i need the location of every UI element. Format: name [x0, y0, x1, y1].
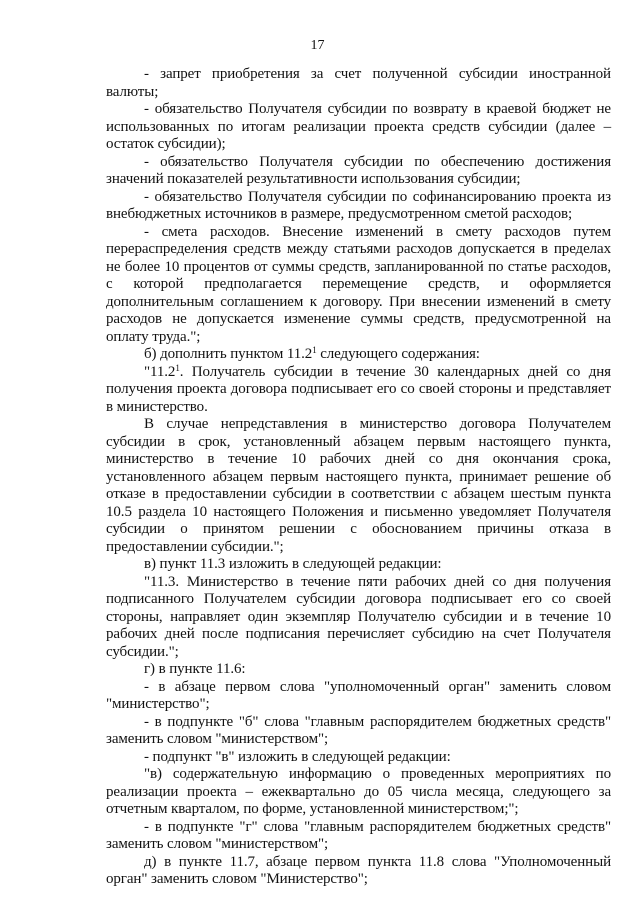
paragraph-text: следующего содержания: [316, 346, 480, 362]
paragraph-text: . Получатель субсидии в течение 30 календарных дней со дня получения проекта договора подписывает его со своей стороны и представляет в министерство. [106, 363, 611, 415]
paragraph: "11.3. Министерство в течение пяти рабочих дней со дня получения подписанного Получателем субсидии договора подписывает его со своей стороны, направляет один экземпляр Получателю субсидии и в течение 10 рабочих дней после подписания перечисляет субсидию на счет Получателя субсидии."; [106, 573, 611, 660]
paragraph: - обязательство Получателя субсидии по софинансированию проекта из внебюджетных источников в размере, предусмотренном сметой расходов; [106, 188, 611, 222]
page-number: 17 [310, 38, 325, 53]
paragraph: - в абзаце первом слова "уполномоченный орган" заменить словом "министерство"; [106, 678, 611, 712]
paragraph: д) в пункте 11.7, абзаце первом пункта 11.8 слова "Уполномоченный орган" заменить словом "Министерство"; [106, 853, 611, 887]
paragraph-text: "11.2 [144, 363, 176, 380]
paragraph: - обязательство Получателя субсидии по возврату в краевой бюджет не использованных по итогам реализации проекта средств субсидии (далее – остаток субсидии); [106, 101, 611, 152]
paragraph: "в) содержательную информацию о проведенных мероприятиях по реализации проекта – ежеквартально до 05 числа месяца, следующего за отчетным кварталом, по форме, установленной министерством;"; [106, 766, 611, 817]
paragraph: - в подпункте "г" слова "главным распорядителем бюджетных средств" заменить словом "министерством"; [106, 818, 611, 852]
document-body [106, 66, 611, 889]
paragraph: г) в пункте 11.6: [144, 661, 246, 677]
paragraph-text: б) дополнить пунктом 11.2 [144, 346, 313, 362]
superscript: 1 [175, 362, 180, 373]
paragraph: в) пункт 11.3 изложить в следующей редакции: [144, 556, 442, 572]
paragraph: - запрет приобретения за счет полученной субсидии иностранной валюты; [106, 66, 611, 100]
paragraph [106, 364, 611, 417]
paragraph: - в подпункте "б" слова "главным распорядителем бюджетных средств" заменить словом "министерством"; [106, 713, 611, 747]
superscript: 1 [312, 345, 317, 355]
paragraph: - смета расходов. Внесение изменений в смету расходов путем перераспределения средств между статьями расходов допускается в пределах не более 10 процентов от суммы средств, запланированной по статье расходов, с которой предполагается перемещение средств, и оформляется дополнительным соглашением к договору. При внесении изменений в смету расходов не допускается изменение суммы средств, предусмотренной на оплату труда."; [106, 223, 611, 345]
paragraph: В случае непредставления в министерство договора Получателем субсидии в срок, установленный абзацем первым настоящего пункта, министерство в течение 10 рабочих дней со дня окончания срока, установленного абзацем первым настоящего пункта, принимает решение об отказе в предоставлении субсидии в соответствии с абзацем шестым пункта 10.5 раздела 10 настоящего Положения и письменно уведомляет Получателя субсидии о принятом решении с обоснованием причины отказа в предоставлении субсидии."; [106, 416, 611, 555]
paragraph: - подпункт "в" изложить в следующей редакции: [144, 748, 451, 765]
paragraph: - обязательство Получателя субсидии по обеспечению достижения значений показателей результативности использования субсидии; [106, 153, 611, 187]
paragraph [106, 346, 611, 364]
